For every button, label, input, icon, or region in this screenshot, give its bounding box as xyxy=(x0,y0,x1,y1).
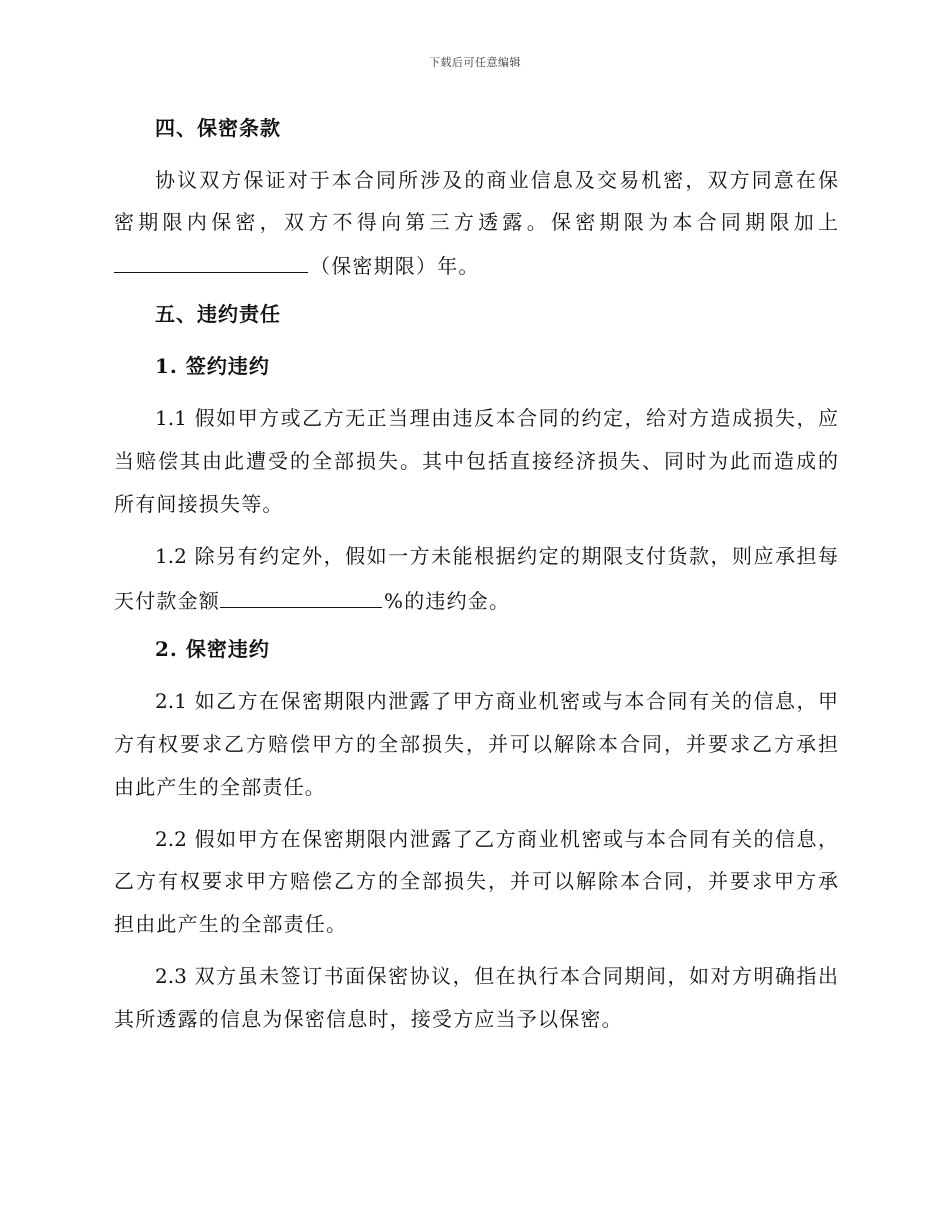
clause-2-1-line-3: 由此产生的全部责任。 xyxy=(114,775,326,799)
clause-1-1-line-3: 所有间接损失等。 xyxy=(114,492,284,516)
clause-1-2-suffix: %的违约金。 xyxy=(384,589,511,613)
clause-2-2-line-1: 2.2 假如甲方在保密期限内泄露了乙方商业机密或与本合同有关的信息， xyxy=(155,827,838,851)
clause-2-1-line-1: 2.1 如乙方在保密期限内泄露了甲方商业机密或与本合同有关的信息，甲 xyxy=(155,689,838,713)
confidentiality-period-blank xyxy=(114,250,308,273)
clause-1-2-line-2 xyxy=(114,585,838,615)
clause-1-2-prefix: 天付款金额 xyxy=(114,589,220,613)
section-4-paragraph-line-3 xyxy=(114,250,838,280)
clause-2-2-line-3: 担由此产生的全部责任。 xyxy=(114,912,348,936)
subsection-2-title: 2. 保密违约 xyxy=(155,637,270,661)
clause-2-3-line-2: 其所透露的信息为保密信息时，接受方应当予以保密。 xyxy=(114,1007,623,1031)
page-header: 下载后可任意编辑 xyxy=(429,56,521,69)
clause-2-2-line-2: 乙方有权要求甲方赔偿乙方的全部损失，并可以解除本合同，并要求甲方承 xyxy=(114,869,838,893)
clause-1-1-line-2: 当赔偿其由此遭受的全部损失。其中包括直接经济损失、同时为此而造成的 xyxy=(114,449,838,473)
section-5-title: 五、违约责任 xyxy=(155,302,281,326)
section-4-paragraph-line-1: 协议双方保证对于本合同所涉及的商业信息及交易机密，双方同意在保 xyxy=(155,168,838,192)
confidentiality-period-suffix: （保密期限）年。 xyxy=(310,254,480,278)
section-4-title: 四、保密条款 xyxy=(155,116,281,140)
clause-2-3-line-1: 2.3 双方虽未签订书面保密协议，但在执行本合同期间，如对方明确指出 xyxy=(155,964,838,988)
penalty-rate-blank xyxy=(220,585,382,608)
section-4-paragraph-line-2: 密期限内保密，双方不得向第三方透露。保密期限为本合同期限加上 xyxy=(114,210,838,234)
subsection-1-title: 1. 签约违约 xyxy=(155,354,270,378)
clause-1-2-line-1: 1.2 除另有约定外，假如一方未能根据约定的期限支付货款，则应承担每 xyxy=(155,544,838,568)
clause-2-1-line-2: 方有权要求乙方赔偿甲方的全部损失，并可以解除本合同，并要求乙方承担 xyxy=(114,732,838,756)
clause-1-1-line-1: 1.1 假如甲方或乙方无正当理由违反本合同的约定，给对方造成损失，应 xyxy=(155,406,838,430)
